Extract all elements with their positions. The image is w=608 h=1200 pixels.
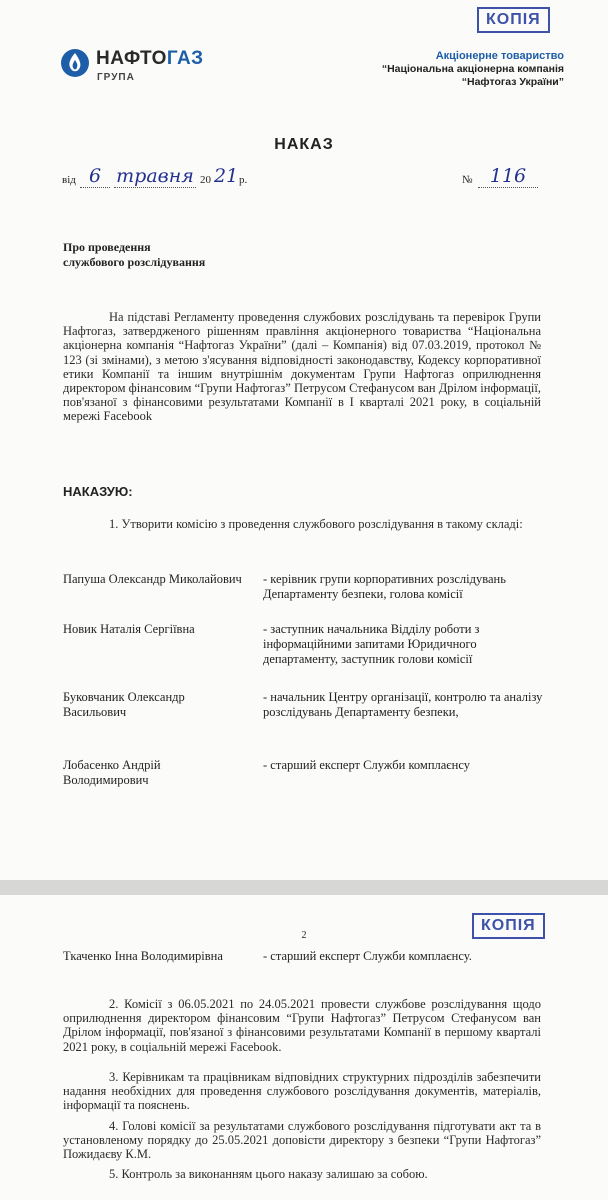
from-label: від — [62, 174, 76, 186]
item-3 — [63, 1070, 541, 1113]
item-2 — [63, 997, 541, 1054]
document-title: НАКАЗ — [274, 136, 334, 153]
company-line-1: Акціонерне товариство — [435, 50, 564, 62]
member-role: - старший експерт Служби комплаєнсу. — [263, 949, 472, 963]
order-number: 116 — [489, 165, 527, 187]
logo-name: НАФТОГАЗ — [96, 48, 204, 69]
member-role: - заступник начальника Відділу роботи з інформаційними запитами Юридичного департаменту, заступник голови комісії — [263, 622, 480, 666]
number-label: № — [462, 174, 473, 186]
preamble-text: На підставі Регламенту проведення службових розслідувань та перевірок Групи Нафтогаз, затвердженого рішенням правління акціонерного товариства “Національна акціонерна компанія “Нафтогаз України” (далі – Компанія) від 07.03.2019, протокол № 123 (зі змінами), з метою з'ясування відповідності законодавству, Кодексу корпоративної етики Компанії та іншим внутрішнім документам Групи Нафтогаз оприлюднення директором фінансовим “Групи Нафтогаз” Петрусом Стефанусом ван Дрілом інформації, пов'язаної з фінансовими результатами Компанії в I кварталі 2021 року, в соціальній мережі Facebook — [63, 310, 541, 424]
company-name — [382, 50, 564, 89]
page-2 — [0, 895, 608, 1200]
date-day: 6 — [88, 165, 102, 187]
item-1 — [63, 517, 541, 531]
member-name: Папуша Олександр Миколайович — [63, 572, 242, 586]
item-4-text: 4. Голові комісії за результатами службового розслідування підготувати акт та в установленому порядку до 25.05.2021 доповісти директору з безпеки “Групи Нафтогаз” Пожидаєву К.М. — [63, 1119, 541, 1162]
year-suffix: 21 — [214, 165, 239, 187]
item-4 — [63, 1119, 541, 1162]
copy-stamp-2: КОПІЯ — [472, 913, 545, 939]
logo-group: ГРУПА — [97, 72, 135, 83]
company-line-3: “Нафтогаз України” — [461, 76, 564, 88]
subject — [63, 240, 205, 270]
order-word: НАКАЗУЮ: — [63, 484, 133, 499]
naftogaz-logo — [60, 46, 240, 90]
member-role: - начальник Центру організації, контролю та аналізу розслідувань Департаменту безпеки, — [263, 690, 543, 719]
item-2-text: 2. Комісії з 06.05.2021 по 24.05.2021 провести службове розслідування щодо оприлюднення директором фінансовим “Групи Нафтогаз” Петрусом Стефанусом ван Дрілом інформації, пов'язаної з фінансовими результатами Компанії в першому кварталі 2021 року, в соціальній мережі Facebook. — [63, 997, 541, 1054]
copy-stamp: КОПІЯ — [477, 7, 550, 33]
member-name: Ткаченко Інна Володимирівна — [63, 949, 223, 963]
subject-line-1: Про проведення — [63, 240, 151, 254]
date-month: травня — [116, 165, 194, 187]
page-number: 2 — [301, 930, 307, 941]
item-5-text: 5. Контроль за виконанням цього наказу залишаю за собою. — [109, 1167, 428, 1181]
subject-line-2: службового розслідування — [63, 255, 206, 269]
item-5 — [63, 1167, 541, 1181]
member-role: - керівник групи корпоративних розслідувань Департаменту безпеки, голова комісії — [263, 572, 506, 601]
member-role: - старший експерт Служби комплаєнсу — [263, 758, 470, 772]
member-name: Лобасенко Андрій Володимирович — [63, 758, 161, 787]
item-3-text: 3. Керівникам та працівникам відповідних структурних підрозділів забезпечити надання необхідних для проведення службового розслідування документів, матеріалів, інформації та пояснень. — [63, 1070, 541, 1113]
flame-drop-icon — [60, 48, 90, 78]
member-name: Буковчаник Олександр Васильович — [63, 690, 185, 719]
company-line-2: “Національна акціонерна компанія — [381, 63, 564, 75]
year-label: р. — [239, 174, 248, 186]
preamble — [63, 310, 541, 424]
item-1-text: 1. Утворити комісію з проведення службового розслідування в такому складі: — [109, 517, 523, 531]
member-name: Новик Наталія Сергіївна — [63, 622, 195, 636]
year-prefix: 20 — [200, 174, 211, 186]
date-line — [58, 165, 558, 189]
